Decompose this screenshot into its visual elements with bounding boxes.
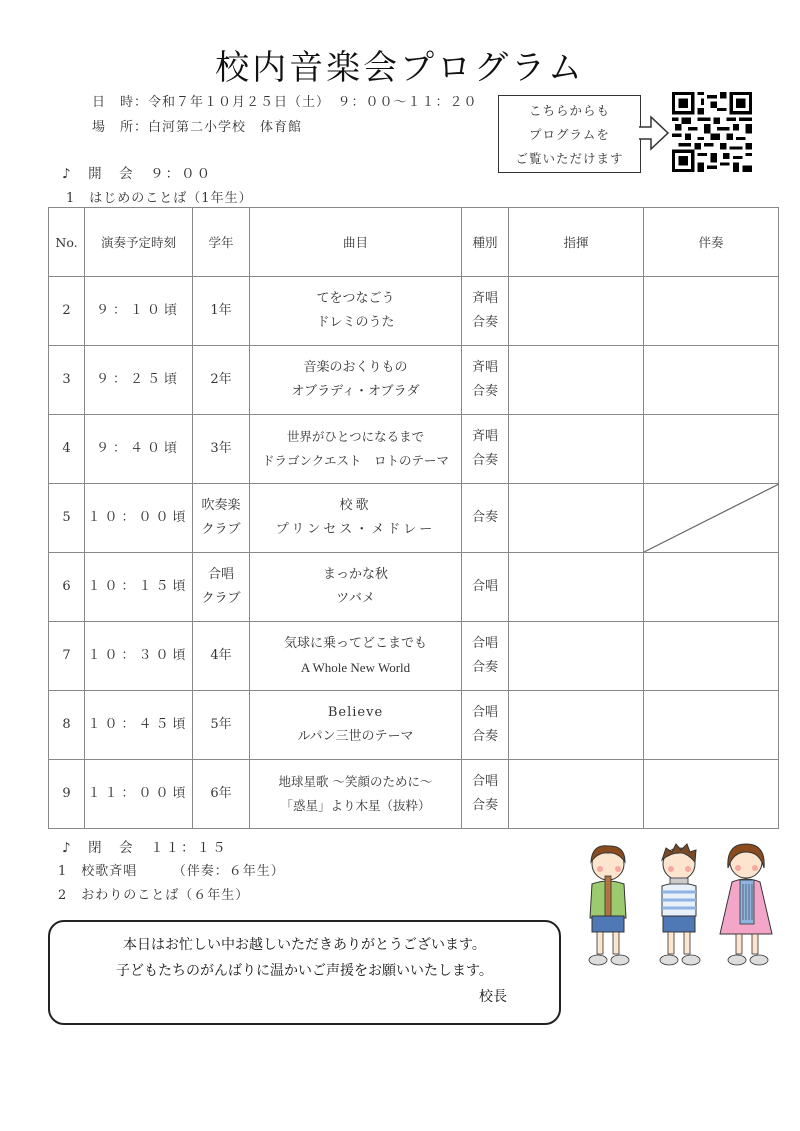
song-title: Believe	[327, 705, 384, 720]
cell-songs	[250, 622, 462, 691]
signature: 校長	[479, 989, 507, 1005]
cell-time: １０：４５頃	[85, 691, 193, 760]
grade-line: 2年	[210, 372, 232, 387]
song-title: オブラディ・オブラダ	[291, 384, 420, 399]
place-label: 場 所：	[92, 120, 149, 135]
cell-songs	[250, 484, 462, 553]
type-line: 合奏	[471, 510, 498, 525]
cell-songs	[250, 760, 462, 829]
cell-accompanist[interactable]	[644, 346, 779, 415]
cell-grade	[193, 553, 250, 622]
cell-conductor[interactable]	[509, 415, 644, 484]
header-grade: 学年	[193, 208, 250, 277]
header-accompanist: 伴奏	[644, 208, 779, 277]
message-line: 本日はお忙しい中お越しいただきありがとうございます。	[123, 937, 486, 953]
cell-songs	[250, 277, 462, 346]
grade-line: クラブ	[201, 591, 241, 606]
cell-grade	[193, 415, 250, 484]
cell-time: ９：４０頃	[85, 415, 193, 484]
cell-conductor[interactable]	[509, 553, 644, 622]
cell-type	[462, 553, 509, 622]
song-title: てをつなごう	[316, 291, 395, 306]
cell-conductor[interactable]	[509, 484, 644, 553]
type-line: 合奏	[471, 798, 498, 813]
song-title: 音楽のおくりもの	[303, 360, 408, 375]
cell-type	[462, 622, 509, 691]
child-harmonica-icon	[660, 844, 700, 965]
cell-time: １１：００頃	[85, 760, 193, 829]
cell-accompanist[interactable]	[644, 760, 779, 829]
child-recorder-icon	[589, 846, 629, 965]
cell-time: １０：００頃	[85, 484, 193, 553]
cell-no: 9	[49, 760, 85, 829]
item-text: はじめのことば（1年生）	[89, 191, 253, 206]
cell-no: 3	[49, 346, 85, 415]
cell-type	[462, 691, 509, 760]
cell-songs	[250, 346, 462, 415]
grade-line: 1年	[210, 303, 232, 318]
diagonal-slash-icon	[644, 484, 779, 552]
table-row	[49, 415, 779, 484]
qr-callout-box	[498, 95, 641, 173]
cell-no: 4	[49, 415, 85, 484]
date-value: 令和７年１０月２５日（土） ９：００〜１１：２０	[148, 95, 478, 110]
cell-grade	[193, 484, 250, 553]
grade-line: 6年	[210, 786, 232, 801]
cell-no: 6	[49, 553, 85, 622]
cell-accompanist[interactable]	[644, 277, 779, 346]
cell-time: １０：３０頃	[85, 622, 193, 691]
page-title: 校内音楽会プログラム	[215, 48, 585, 88]
item-number: 1	[58, 864, 68, 879]
type-line: 斉唱	[471, 291, 498, 306]
song-title: 校歌	[339, 498, 372, 513]
grade-line: 合唱	[207, 567, 234, 582]
table-row	[49, 484, 779, 553]
principal-message-box	[48, 920, 561, 1025]
table-row	[49, 553, 779, 622]
table-row	[49, 346, 779, 415]
cell-no: 8	[49, 691, 85, 760]
item-text: 校歌斉唱 （伴奏：６年生）	[81, 864, 285, 879]
song-title: ツバメ	[336, 591, 375, 606]
date-line	[92, 91, 478, 110]
child-melodica-icon	[720, 844, 772, 965]
grade-line: 4年	[210, 648, 232, 663]
grade-line: クラブ	[201, 522, 241, 537]
closing-item	[58, 860, 285, 879]
song-title: 「惑星」より木星（抜粋）	[280, 798, 431, 813]
song-title: 世界がひとつになるまで	[286, 429, 425, 444]
cell-type	[462, 277, 509, 346]
table-row	[49, 277, 779, 346]
grade-line: 3年	[210, 441, 232, 456]
header-no: No.	[49, 208, 85, 277]
cell-grade	[193, 622, 250, 691]
cell-conductor[interactable]	[509, 760, 644, 829]
grade-line: 吹奏楽	[201, 498, 241, 513]
cell-songs	[250, 553, 462, 622]
closing-heading: ♪ 閉 会 １１：１５	[62, 840, 228, 856]
header-time: 演奏予定時刻	[85, 208, 193, 277]
song-title: まっかな秋	[322, 567, 388, 582]
cell-accompanist-not-applicable	[644, 484, 779, 553]
callout-arrow-icon	[639, 115, 671, 153]
cell-no: 5	[49, 484, 85, 553]
children-playing-instruments-icon	[578, 840, 778, 975]
cell-grade	[193, 691, 250, 760]
song-title: プリンセス・メドレー	[275, 522, 436, 537]
cell-type	[462, 346, 509, 415]
type-line: 斉唱	[471, 429, 498, 444]
table-header-row	[49, 208, 779, 277]
song-title: ルパン三世のテーマ	[297, 729, 414, 744]
cell-type	[462, 415, 509, 484]
type-line: 合唱	[471, 774, 498, 789]
date-label: 日 時：	[92, 95, 149, 110]
type-line: 合奏	[471, 315, 498, 330]
cell-no: 2	[49, 277, 85, 346]
grade-line: 5年	[210, 717, 232, 732]
type-line: 合唱	[471, 636, 498, 651]
header-conductor: 指揮	[509, 208, 644, 277]
type-line: 合奏	[471, 729, 498, 744]
cell-conductor[interactable]	[509, 622, 644, 691]
cell-time: ９：２５頃	[85, 346, 193, 415]
cell-conductor[interactable]	[509, 277, 644, 346]
type-line: 合奏	[471, 660, 498, 675]
message-line: 子どもたちのがんばりに温かいご声援をお願いいたします。	[116, 963, 493, 979]
cell-accompanist[interactable]	[644, 622, 779, 691]
cell-accompanist[interactable]	[644, 553, 779, 622]
type-line: 合唱	[471, 579, 498, 594]
cell-no: 7	[49, 622, 85, 691]
cell-songs	[250, 415, 462, 484]
type-line: 合唱	[471, 705, 498, 720]
cell-type	[462, 484, 509, 553]
header-songs: 曲目	[250, 208, 462, 277]
song-title: A Whole New World	[300, 660, 411, 675]
cell-grade	[193, 346, 250, 415]
type-line: 合奏	[471, 384, 498, 399]
program-table	[48, 207, 779, 829]
item-number: 1	[66, 191, 76, 206]
song-title: 気球に乗ってどこまでも	[283, 636, 427, 651]
cell-type	[462, 760, 509, 829]
item-number: 2	[58, 888, 68, 903]
song-title: ドラゴンクエスト ロトのテーマ	[261, 453, 449, 468]
qr-code-icon[interactable]	[672, 92, 752, 172]
callout-line: こちらからも	[528, 103, 610, 118]
table-row	[49, 691, 779, 760]
song-title: ドレミのうた	[316, 315, 395, 330]
song-title: 地球星歌 〜笑顔のために〜	[278, 774, 433, 789]
table-row	[49, 760, 779, 829]
cell-grade	[193, 277, 250, 346]
cell-accompanist[interactable]	[644, 691, 779, 760]
cell-songs	[250, 691, 462, 760]
type-line: 合奏	[471, 453, 498, 468]
cell-time: ９：１０頃	[85, 277, 193, 346]
callout-line: ご覧いただけます	[515, 151, 624, 166]
type-line: 斉唱	[471, 360, 498, 375]
cell-time: １０：１５頃	[85, 553, 193, 622]
cell-accompanist[interactable]	[644, 415, 779, 484]
place-line	[92, 116, 302, 135]
cell-conductor[interactable]	[509, 346, 644, 415]
opening-item	[66, 187, 253, 206]
place-value: 白河第二小学校 体育館	[148, 120, 303, 135]
opening-heading: ♪ 開 会 ９：００	[62, 166, 213, 182]
table-row	[49, 622, 779, 691]
item-text: おわりのことば（６年生）	[81, 888, 250, 903]
cell-conductor[interactable]	[509, 691, 644, 760]
header-type: 種別	[462, 208, 509, 277]
closing-item	[58, 884, 249, 903]
callout-line: プログラムを	[529, 127, 610, 142]
cell-grade	[193, 760, 250, 829]
